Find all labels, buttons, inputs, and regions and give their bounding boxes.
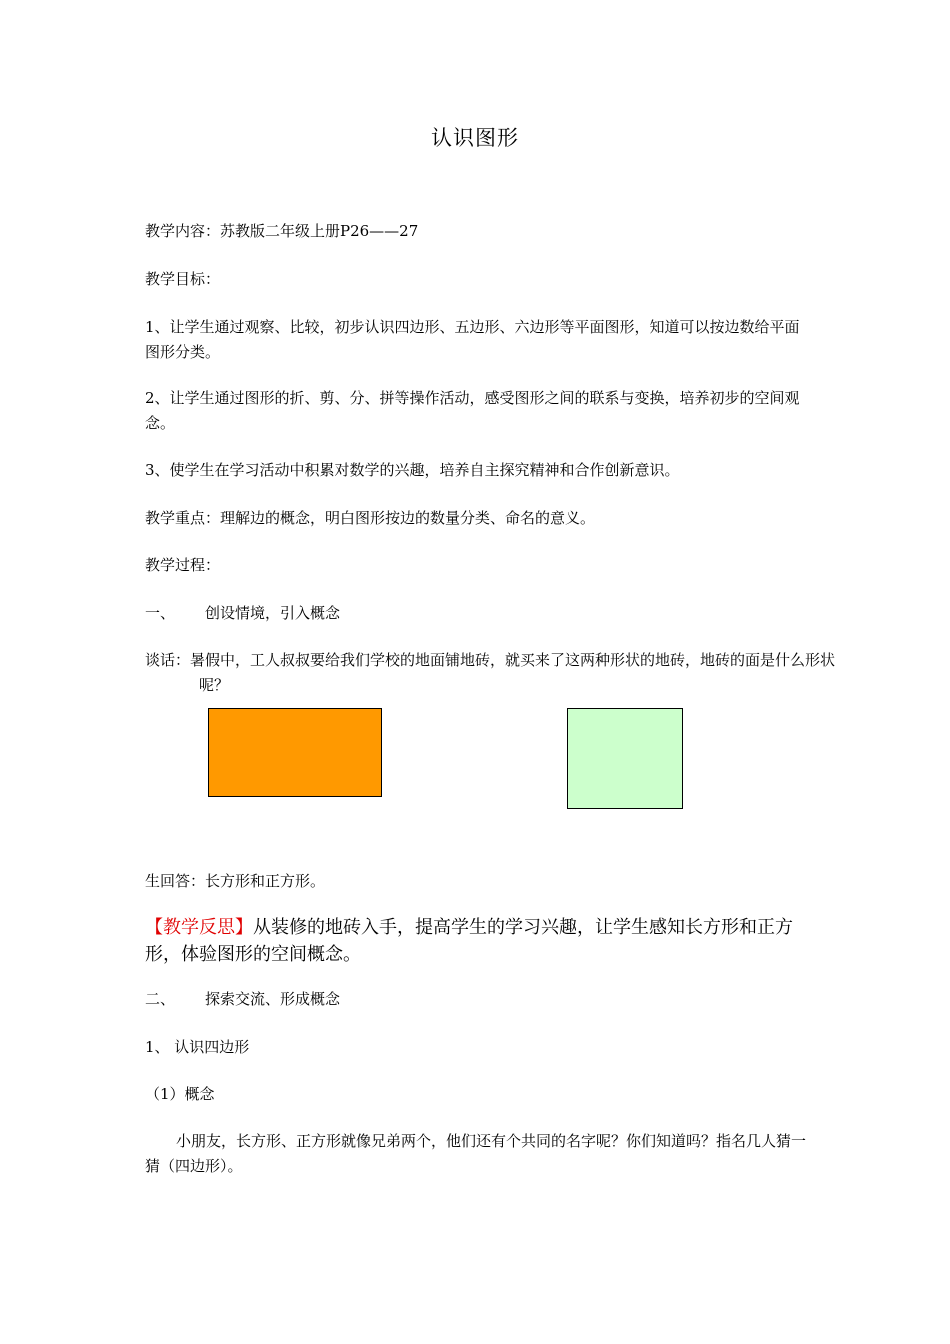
square-shape: [567, 708, 683, 809]
reflection-text: 从装修的地砖入手，提高学生的学习兴趣，让学生感知长方形和正方形，体验图形的空间概念。: [145, 917, 793, 965]
concept-text: 小朋友，长方形、正方形就像兄弟两个，他们还有个共同的名字呢？你们知道吗？指名几人猜一猜（四边形）。: [145, 1132, 807, 1175]
student-answer: 生回答：长方形和正方形。: [145, 872, 326, 890]
teaching-content-line: 教学内容：苏教版二年级上册P26——27: [145, 222, 419, 240]
section-2-number: 二、: [145, 990, 176, 1008]
teaching-reflection: [145, 914, 810, 968]
key-point: 教学重点：理解边的概念，明白图形按边的数量分类、命名的意义。: [145, 509, 596, 527]
section-1-number: 一、: [145, 604, 176, 622]
section-2-title: 探索交流、形成概念: [205, 990, 341, 1008]
dialog-text: 谈话：暑假中，工人叔叔要给我们学校的地面铺地砖，就买来了这两种形状的地砖，地砖的面是什么形状呢？: [145, 651, 836, 694]
reflection-tag: 【教学反思】: [145, 917, 253, 938]
objectives-heading: 教学目标：: [145, 270, 221, 288]
objective-2: 2、让学生通过图形的折、剪、分、拼等操作活动，感受图形之间的联系与变换，培养初步的空间观念。: [145, 389, 800, 432]
rectangle-shape: [208, 708, 382, 797]
section-1-heading: [145, 601, 810, 626]
objective-1: 1、让学生通过观察、比较，初步认识四边形、五边形、六边形等平面图形，知道可以按边数给平面图形分类。: [145, 318, 800, 361]
page-title: 认识图形: [431, 126, 519, 150]
section-2-heading: [145, 987, 810, 1012]
concept-label: （1）概念: [145, 1085, 215, 1103]
subsection-1-heading: 1、 认识四边形: [145, 1038, 250, 1056]
objective-3: 3、使学生在学习活动中积累对数学的兴趣，培养自主探究精神和合作创新意识。: [145, 461, 680, 479]
section-1-title: 创设情境，引入概念: [205, 604, 341, 622]
process-heading: 教学过程：: [145, 556, 221, 574]
